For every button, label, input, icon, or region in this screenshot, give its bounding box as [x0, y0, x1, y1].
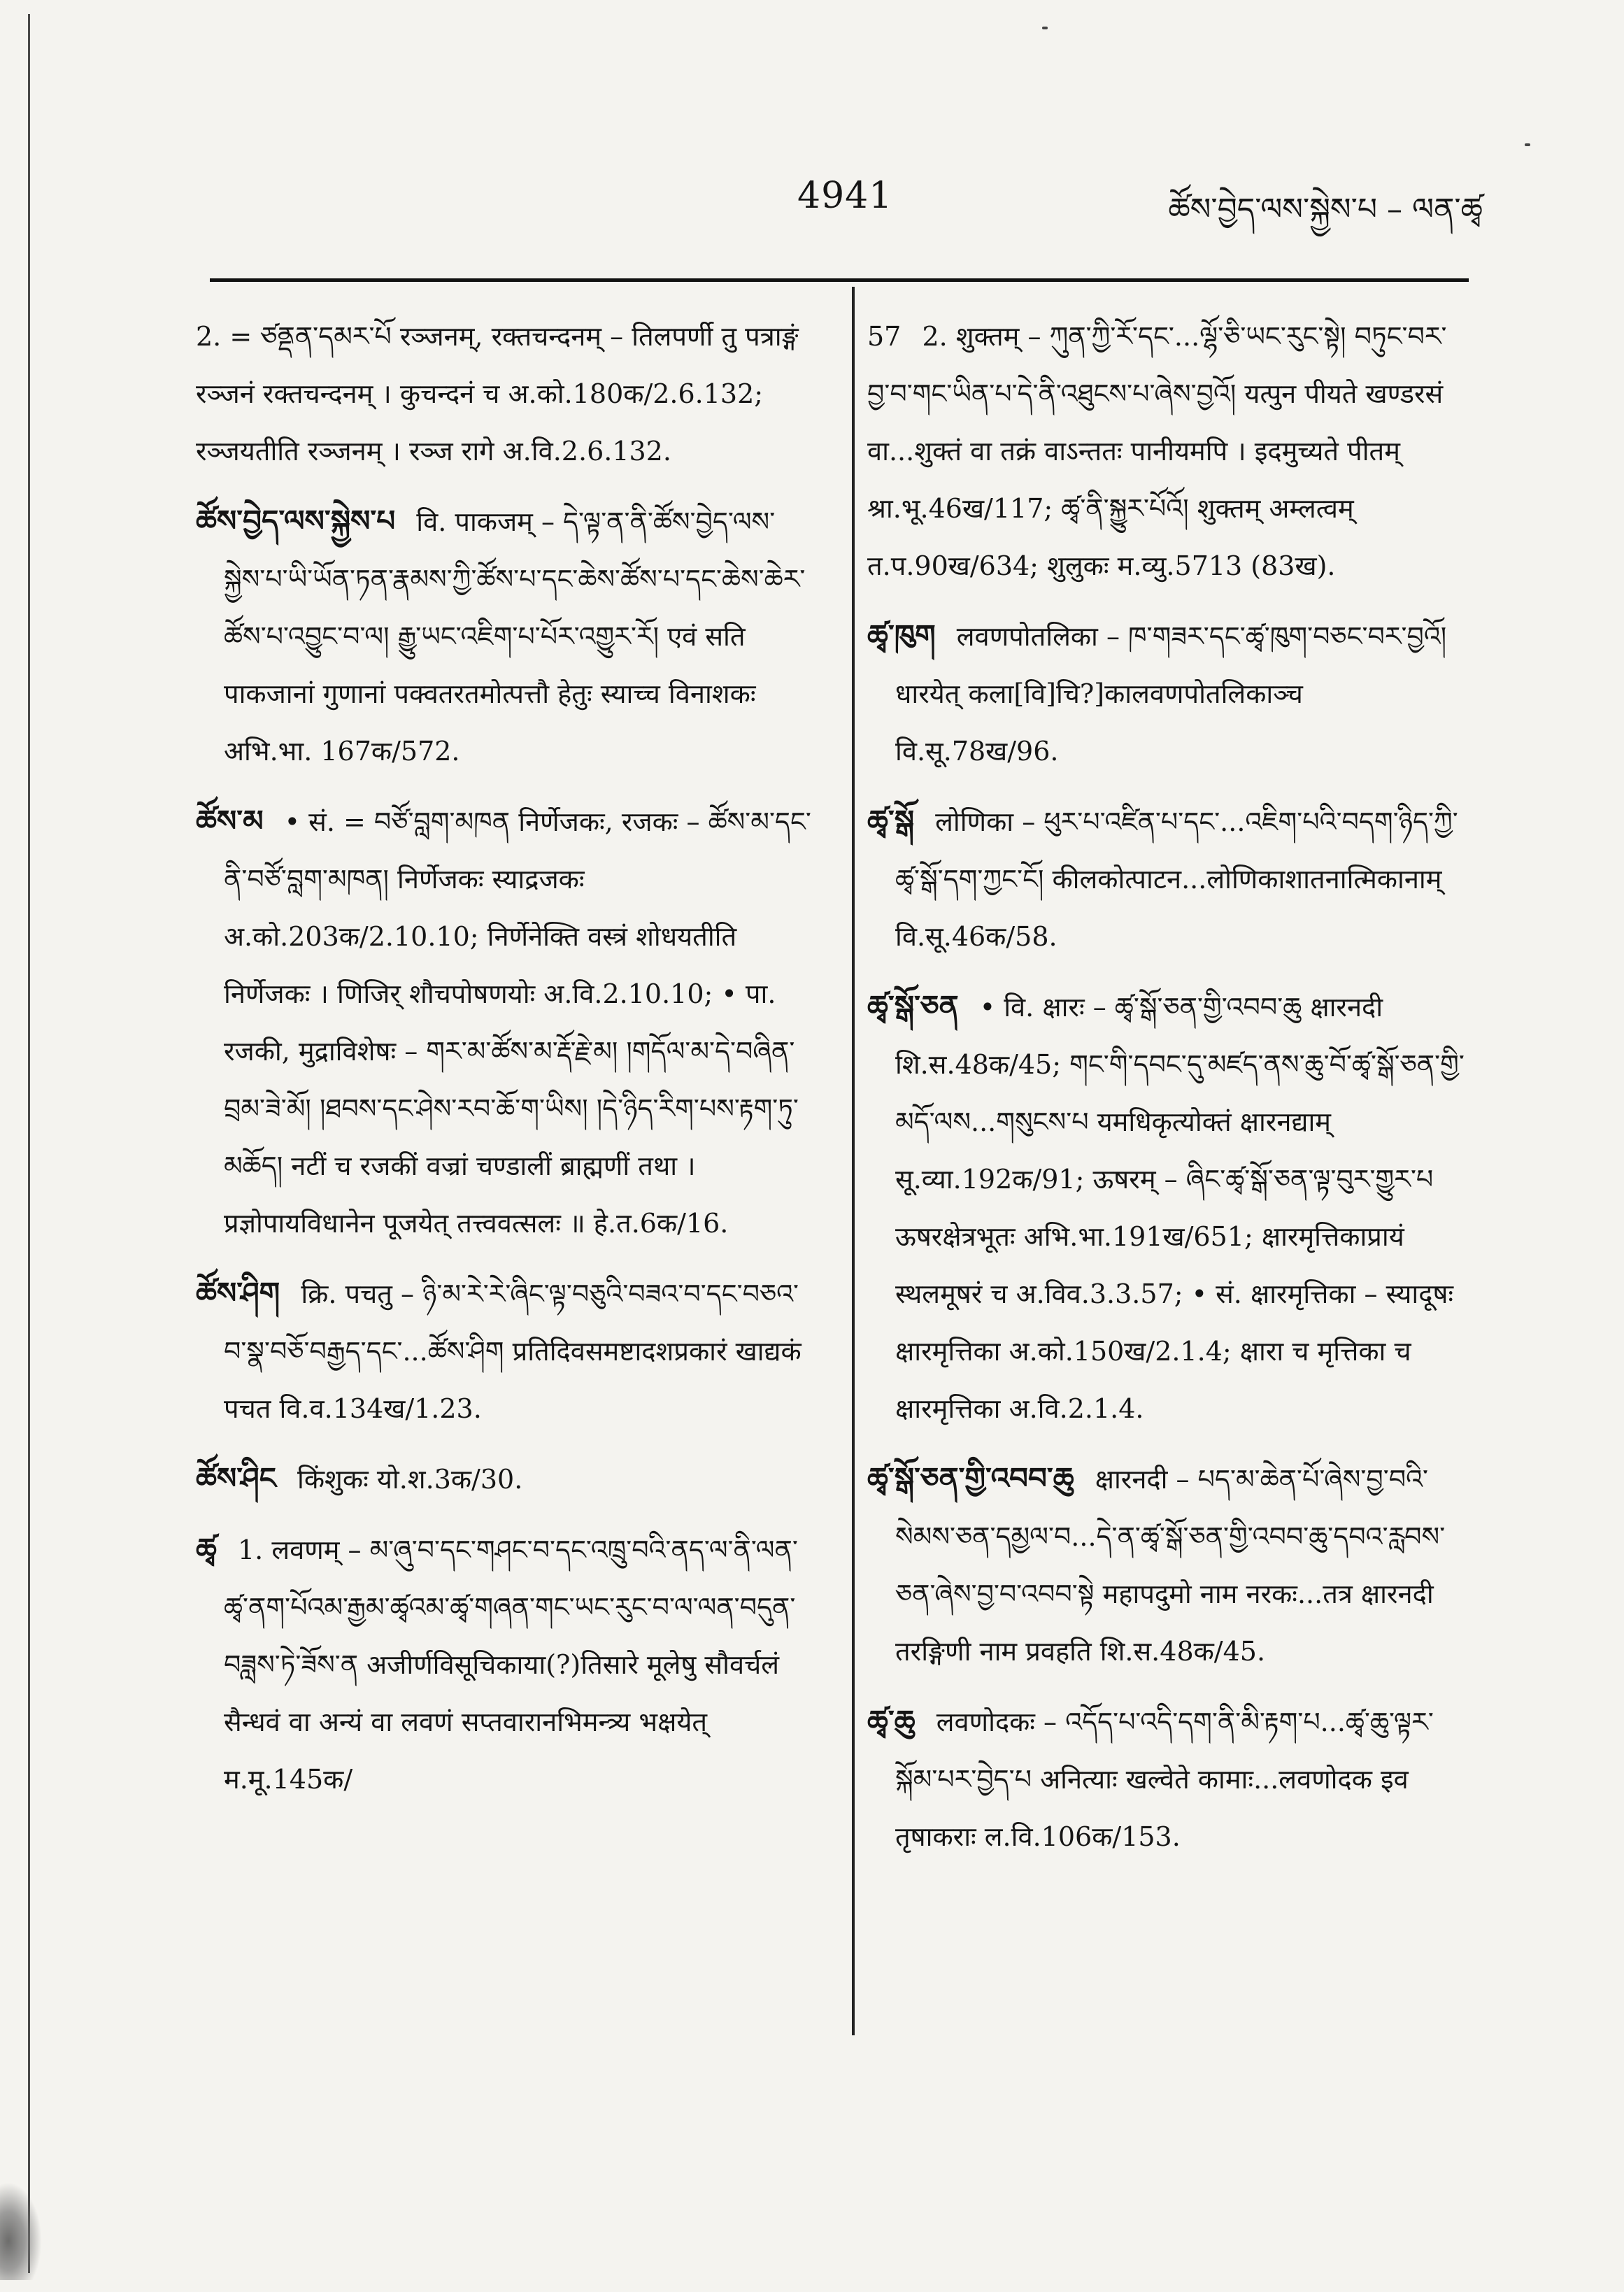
scan-speck — [1525, 143, 1530, 146]
headword: ཚྭ་སྒོ་ཅན་གྱི་འབབ་ཆུ — [867, 1461, 1074, 1495]
entry-text: 2. = ཙནྡན་དམར་པོ रञ्जनम्, रक्तचन्दनम् – तिलपर्णी तु पत्राङ्गं रञ्जनं रक्तचन्दनम् । कुचन्दनं च अ.को.180क/2.6.132; रञ्जयतीति रञ्जनम् । रञ्ज रागे अ.वि.2.6.132. — [196, 321, 799, 467]
entry — [867, 607, 1469, 780]
column-divider — [852, 287, 855, 2035]
entry — [867, 1450, 1469, 1680]
entry — [867, 792, 1469, 965]
left-margin-line — [28, 14, 30, 2273]
entry-text: वि. पाकजम् – དེ་ལྟ་ན་ནི་ཚོས་བྱེད་ལས་སྐྱེས་པ་ཡི་ཡོན་ཏན་རྣམས་ཀྱི་ཚོས་པ་དང་ཆེས་ཚོས་པ་དང་ཆེས་ཆེར་ཚོས་པ་འབྱུང་བ་ལ། རྒྱུ་ཡང་འཇིག་པ་པོར་འགྱུར་རོ། एवं सति पाकजानां गुणानां पक्वतरतमोत्पत्तौ हेतुः स्याच्च विनाशकः अभि.भा. 167क/572. — [224, 506, 806, 767]
headword: ཚོས་ཤིང — [196, 1461, 276, 1495]
left-column — [196, 308, 811, 1821]
headword: ཚྭ་སྒོ — [867, 804, 915, 838]
entry-text: • वि. क्षारः – ཚྭ་སྒོ་ཅན་གྱི་འབབ་ཆུ क्षारनदी शि.स.48क/45; གང་གི་དབང་དུ་མཛད་ནས་ཆུ་བོ་ཚྭ་སྒོ་ཅན་གྱི་མདོ་ལས...གསུངས་པ यमधिकृत्योक्तं क्षारनद्याम् सू.व्या.192क/91; ऊषरम् – ཞིང་ཚྭ་སྒོ་ཅན་ལྟ་བུར་གྱུར་པ ऊषरक्षेत्रभूतः अभि.भा.191ख/651; क्षारमृत्तिकाप्रायं स्थलमूषरं च अ.विव.3.3.57; • सं. क्षारमृत्तिका – स्यादूषः क्षारमृत्तिका अ.को.150ख/2.1.4; क्षारा च मृत्तिका च क्षारमृत्तिका अ.वि.2.1.4. — [895, 992, 1465, 1424]
headword: ཚྭ་ཁུག — [867, 618, 936, 653]
entry-text: • सं. = བཙོ་བླག་མཁན निर्णेजकः, रजकः – ཚོས་མ་དང་ནི་བཙོ་བླག་མཁན། निर्णेजकः स्याद्रजकः अ.को.203क/2.10.10; निर्णेनेक्ति वस्त्रं शोधयतीति निर्णेजकः । णिजिर् शौचपोषणयोः अ.वि.2.10.10; • पा. रजकी, मुद्राविशेषः – གར་མ་ཚོས་མ་རྡོ་རྗེ་མ། །གདོལ་མ་དེ་བཞིན་བྲམ་ཟེ་མོ། །ཐབས་དང་ཤེས་རབ་ཆོ་ག་ཡིས། །དེ་ཉིད་རིག་པས་རྟག་ཏུ་མཆོད། नटीं च रजकीं वज्रां चण्डालीं ब्राह्मणीं तथा । प्रज्ञोपायविधानेन पूजयेत् तत्त्ववत्सलः ॥ हे.त.6क/16. — [224, 806, 811, 1239]
entry-text: किंशुकः यो.श.3क/30. — [297, 1464, 523, 1495]
entry-text: क्षारनदी – པད་མ་ཆེན་པོ་ཞེས་བྱ་བའི་སེམས་ཅན་དམྱལ་བ...དེ་ན་ཚྭ་སྒོ་ཅན་གྱི་འབབ་ཆུ་དབའ་རླབས་ཅན་ཞེས་བྱ་བ་འབབ་སྟེ महापदुमो नाम नरकः...तत्र क्षारनदी तरङ्गिणी नाम प्रवहति शि.स.48क/45. — [895, 1464, 1446, 1667]
scan-speck — [1042, 27, 1048, 29]
headword: ཚྭ་ཆུ — [867, 1704, 916, 1738]
entry — [196, 1450, 811, 1508]
entry-text: 2. शुक्तम् – ཀུན་ཀྱི་རོ་དང་...ལྷོ་ཅི་ཡང་རུང་སྟེ། བཏུང་བར་བྱ་བ་གང་ཡིན་པ་དེ་ནི་འཐུངས་པ་ཞེས་བྱའོ། यत्पुन पीयते खण्डरसं वा...शुक्तं वा तक्रं वाऽन्ततः पानीयमपि । इदमुच्यते पीतम् श्रा.भू.46ख/117; ཚྭ་ནི་སྐྱུར་པོའོ། शुक्तम् अम्लत्वम् त.प.90ख/634; शुलुकः म.व्यु.5713 (83ख). — [867, 321, 1447, 581]
scan-blot — [0, 2182, 42, 2280]
entry — [196, 792, 811, 1252]
entry-continuation — [867, 308, 1469, 595]
entry-text: लवणोदकः – འདོད་པ་འདི་དག་ནི་མི་རྟག་པ...ཚྭ་ཆུ་ལྟར་སྐོམ་པར་བྱེད་པ अनित्याः खल्वेते कामाः...लवणोदक इव तृषाकराः ल.वि.106क/153. — [895, 1707, 1434, 1852]
page-number: 4941 — [797, 175, 893, 217]
headword: ཚོས་མ — [196, 804, 264, 838]
entry-continuation — [196, 308, 811, 480]
entry — [867, 1693, 1469, 1865]
right-column — [867, 308, 1469, 1878]
headword: ཚོས་བྱེད་ལས་སྐྱེས་པ — [196, 504, 396, 538]
entry-text: क्रि. पचतु – ཉི་མ་རེ་རེ་ཞིང་ལྟ་བཅུའི་བཟའ་བ་དང་བཅའ་བ་སྣ་བཅོ་བརྒྱད་དང་...ཚོས་ཤིག प्रतिदिवसमष्टादशप्रकारं खाद्यकं पचत वि.व.134ख/1.23. — [224, 1279, 802, 1424]
line-number: 57 — [867, 321, 902, 352]
entry-text: लवणपोतलिका – ཁ་གཟར་དང་ཚྭ་ཁུག་བཅང་བར་བྱའོ། धारयेत् कला[वि]चि?]कालवणपोतलिकाञ्च वि.सू.78ख/96. — [895, 621, 1447, 767]
entry — [196, 1265, 811, 1437]
entry-text: लोणिका – ཕུར་པ་འཛིན་པ་དང་...འཇིག་པའི་བདག་ཉིད་ཀྱི་ཚྭ་སྒོ་དག་ཀྱང་ངོ། कीलकोत्पाटन...लोणिकाशातनात्मिकानाम् वि.सू.46क/58. — [895, 806, 1458, 952]
headword: ཚོས་ཤིག — [196, 1276, 280, 1310]
entry — [867, 978, 1469, 1437]
header-rule — [210, 278, 1469, 282]
entry — [196, 492, 811, 780]
entry — [196, 1521, 811, 1808]
entry-text: 1. लवणम् – མ་ཞུ་བ་དང་གཤང་བ་དང་འཁྲུ་བའི་ནད་ལ་ནི་ལན་ཚྭ་ནག་པོའམ་རྒྱམ་ཚྭའམ་ཚྭ་གཞན་གང་ཡང་རུང་བ་ལ་ལན་བདུན་བཟླས་ཏེ་ཟོས་ན अजीर्णविसूचिकाया(?)तिसारे मूलेषु सौवर्चलं सैन्धवं वा अन्यं वा लवणं सप्तवारानभिमन्त्र्य भक्षयेत् म.मू.145क/ — [224, 1535, 798, 1795]
headword: ཚྭ་སྒོ་ཅན — [867, 989, 959, 1023]
headword: ཚྭ — [196, 1532, 217, 1566]
running-title: ཚོས་བྱེད་ལས་སྐྱེས་པ – ལན་ཚྭ — [1168, 192, 1483, 227]
